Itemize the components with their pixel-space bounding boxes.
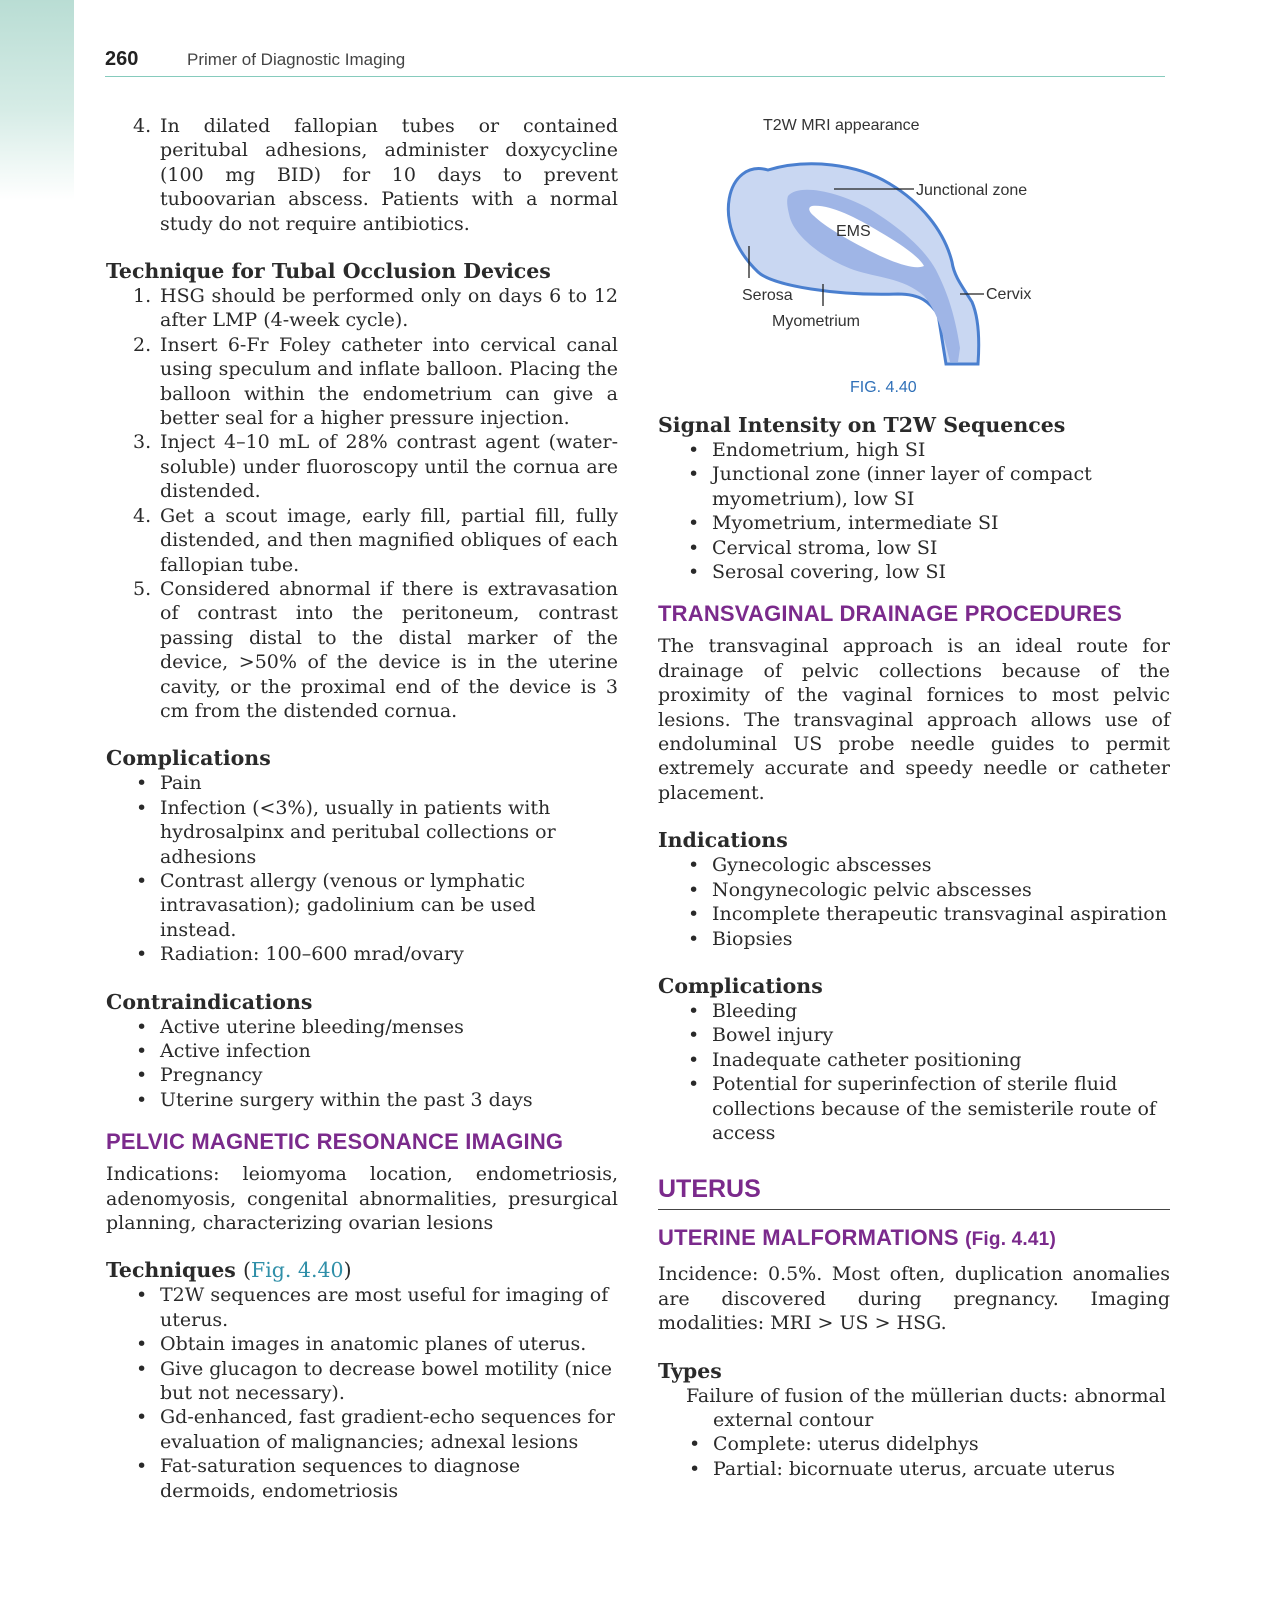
running-header [105, 44, 1165, 77]
list-item: • Partial: bicornuate uterus, arcuate uterus [689, 1457, 1116, 1480]
list-item: • Incomplete therapeutic transvaginal aspiration [688, 903, 1167, 926]
list-item: • Radiation: 100–600 mrad/ovary [136, 943, 464, 966]
bullet-icon: • [688, 512, 700, 535]
bullet-icon: • [136, 1357, 148, 1380]
label-myometrium: Myometrium [772, 313, 861, 330]
bullet-icon: • [688, 1073, 700, 1096]
bullet-icon: • [688, 927, 700, 950]
indications-list [658, 853, 1170, 951]
bullet-icon: • [136, 772, 148, 795]
left-column [106, 114, 618, 1503]
list-item: • Junctional zone (inner layer of compact myometrium), low SI [688, 463, 1092, 510]
bullet-icon: • [136, 1455, 148, 1478]
tubal-occlusion-heading: Technique for Tubal Occlusion Devices [106, 259, 551, 284]
transvaginal-drainage-heading: TRANSVAGINAL DRAINAGE PROCEDURES [658, 601, 1122, 627]
list-item: • Inadequate catheter positioning [688, 1048, 1022, 1071]
bullet-icon: • [136, 869, 148, 892]
techniques-list [106, 1283, 618, 1503]
incidence-text: Incidence: 0.5%. Most often, duplication anomalies are discovered during pregnancy. Imaging modalities: MRI > US > HSG. [658, 1263, 1170, 1335]
label-junctional-zone: Junctional zone [916, 182, 1028, 199]
techniques-heading: Techniques (Fig. 4.40) [106, 1258, 352, 1283]
list-item: • Obtain images in anatomic planes of uterus. [136, 1333, 587, 1356]
right-column [658, 114, 1170, 1481]
bullet-icon: • [136, 796, 148, 819]
label-ems: EMS [836, 223, 871, 240]
bullet-icon: • [136, 1015, 148, 1038]
list-item: 4. Get a scout image, early fill, partial fill, fully distended, and then magnified obliques of each fallopian tube. [133, 504, 618, 576]
label-cervix: Cervix [986, 286, 1032, 303]
list-item: • Contrast allergy (venous or lymphatic intravasation); gadolinium can be used instead. [136, 869, 536, 941]
list-item: • Complete: uterus didelphys [689, 1433, 979, 1456]
types-intro: Failure of fusion of the müllerian ducts: abnormal external contour [686, 1384, 1166, 1431]
list-item: • Cervical stroma, low SI [688, 536, 938, 559]
indications-heading: Indications [658, 828, 788, 853]
bullet-icon: • [688, 878, 700, 901]
list-item: 4. In dilated fallopian tubes or contained peritubal adhesions, administer doxycycline (100 mg BID) for 10 days to prevent tuboovarian abscess. Patients with a normal study do not require antibiotics. [133, 115, 618, 235]
hsg-steps-continued [106, 114, 618, 236]
list-item: • Pain [136, 772, 202, 795]
uterus-heading: UTERUS [658, 1173, 1170, 1210]
list-item: 5. Considered abnormal if there is extravasation of contrast into the peritoneum, contrast passing distal to the distal marker of the device, >50% of the device is in the uterine cavity, or the proximal end of the device is 3 cm from the distended cornua. [133, 577, 618, 722]
bullet-icon: • [688, 1048, 700, 1071]
list-item: • Gynecologic abscesses [688, 854, 932, 877]
list-item: • Fat-saturation sequences to diagnose dermoids, endometriosis [136, 1455, 521, 1502]
bullet-icon: • [136, 1406, 148, 1429]
bullet-icon: • [689, 1433, 701, 1456]
bullet-icon: • [689, 1457, 701, 1480]
bullet-icon: • [688, 854, 700, 877]
pelvic-mri-heading: PELVIC MAGNETIC RESONANCE IMAGING [106, 1129, 564, 1155]
list-item: • Potential for superinfection of sterile fluid collections because of the semisterile route of access [688, 1073, 1156, 1144]
complications-heading: Complications [106, 746, 271, 771]
list-item: 1. HSG should be performed only on days 6 to 12 after LMP (4-week cycle). [133, 285, 618, 332]
list-item: • Serosal covering, low SI [688, 561, 947, 584]
list-item: • Myometrium, intermediate SI [688, 512, 999, 535]
bullet-icon: • [136, 1064, 148, 1087]
bullet-icon: • [688, 999, 700, 1022]
signal-intensity-list [658, 438, 1170, 584]
figure-reference-link[interactable]: (Fig. 4.41) [965, 1229, 1056, 1251]
figure-4-40 [658, 114, 1170, 412]
running-title: Primer of Diagnostic Imaging [187, 50, 406, 69]
bullet-icon: • [136, 1284, 148, 1307]
bullet-icon: • [136, 1333, 148, 1356]
tubal-occlusion-steps [106, 284, 618, 723]
bullet-icon: • [688, 1024, 700, 1047]
page-corner-tab [0, 0, 74, 200]
uterus-t2w-diagram [658, 114, 1170, 412]
list-item: • Endometrium, high SI [688, 439, 926, 461]
list-item: • Give glucagon to decrease bowel motility (nice but not necessary). [136, 1357, 613, 1405]
bullet-icon: • [688, 463, 700, 486]
list-item: • Active infection [136, 1040, 311, 1062]
bullet-icon: • [136, 1088, 148, 1111]
signal-intensity-heading: Signal Intensity on T2W Sequences [658, 413, 1066, 437]
list-item: • Bowel injury [688, 1024, 834, 1047]
list-item: • Uterine surgery within the past 3 days [136, 1088, 533, 1111]
list-item: • Bleeding [688, 999, 798, 1022]
bullet-icon: • [688, 561, 700, 584]
types-list [659, 1432, 1170, 1481]
types-block [686, 1384, 1170, 1482]
bullet-icon: • [688, 536, 700, 559]
contraindications-heading: Contraindications [106, 989, 313, 1014]
drainage-complications-heading: Complications [658, 973, 823, 998]
uterine-malformations-heading: UTERINE MALFORMATIONS (Fig. 4.41) [658, 1225, 1056, 1251]
drainage-complications-list [658, 999, 1170, 1145]
bullet-icon: • [136, 1040, 148, 1062]
bullet-icon: • [136, 943, 148, 966]
list-item: • Active uterine bleeding/menses [136, 1015, 464, 1038]
figure-caption: FIG. 4.40 [850, 379, 917, 396]
list-item: • Biopsies [688, 927, 793, 950]
contraindications-list [106, 1015, 618, 1113]
mri-indications-text: Indications: leiomyoma location, endometriosis, adenomyosis, congenital abnormalities, presurgical planning, characterizing ovarian lesions [106, 1163, 618, 1235]
bullet-icon: • [688, 439, 700, 461]
figure-title: T2W MRI appearance [763, 117, 920, 134]
drainage-text: The transvaginal approach is an ideal route for drainage of pelvic collections because of the proximity of the vaginal fornices to most pelvic lesions. The transvaginal approach allows use of endoluminal US probe needle guides to permit extremely accurate and speedy needle or catheter placement. [658, 635, 1170, 804]
list-item: • Infection (<3%), usually in patients with hydrosalpinx and peritubal collections or adhesions [136, 796, 556, 868]
list-item: • T2W sequences are most useful for imaging of uterus. [136, 1284, 609, 1331]
list-item: • Pregnancy [136, 1064, 263, 1087]
page-number: 260 [105, 48, 139, 70]
list-item: • Gd-enhanced, fast gradient-echo sequences for evaluation of malignancies; adnexal lesions [136, 1406, 616, 1453]
complications-list [106, 771, 618, 966]
list-item: 3. Inject 4–10 mL of 28% contrast agent (water-soluble) under fluoroscopy until the cornua are distended. [133, 431, 618, 503]
label-serosa: Serosa [742, 287, 793, 304]
types-heading: Types [658, 1358, 722, 1383]
figure-reference-link[interactable]: Fig. 4.40 [251, 1258, 344, 1283]
bullet-icon: • [688, 903, 700, 926]
list-item: 2. Insert 6-Fr Foley catheter into cervical canal using speculum and inflate balloon. Placing the balloon within the endometrium can give a better seal for a higher pressure injection. [133, 333, 618, 430]
list-item: • Nongynecologic pelvic abscesses [688, 878, 1032, 901]
